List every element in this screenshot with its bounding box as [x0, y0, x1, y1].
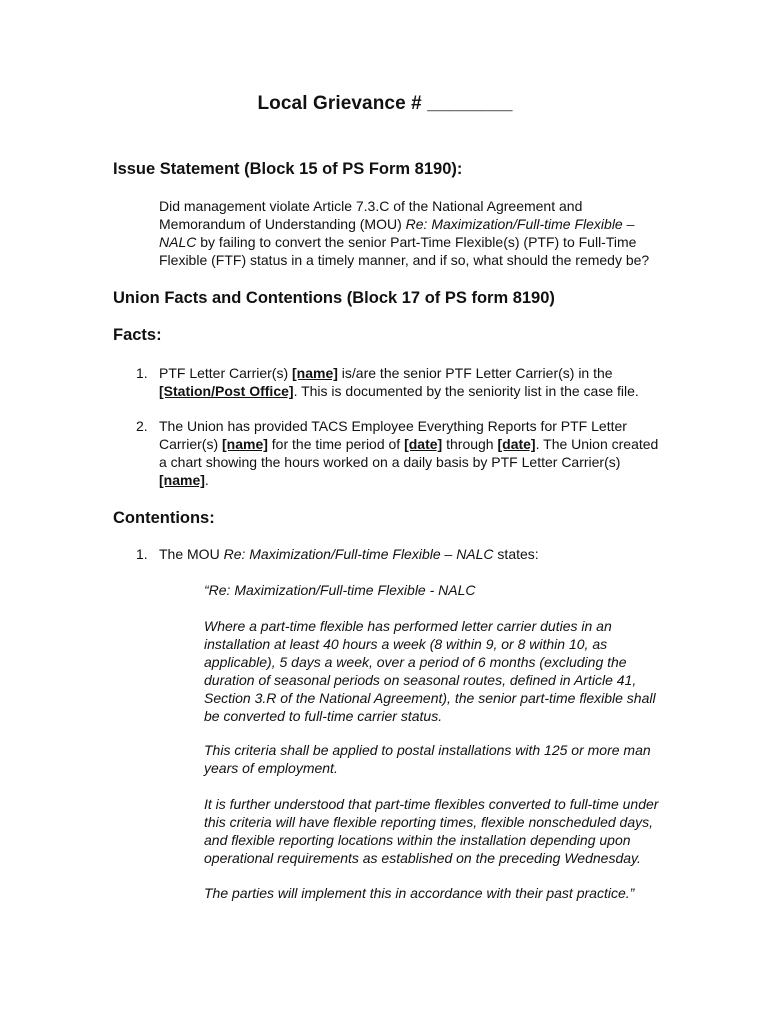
issue-statement-text	[159, 197, 649, 269]
contention-1-number: 1.	[136, 546, 148, 562]
quote-paragraph-3: It is further understood that part-time flexibles converted to full-time under this criteria will have flexible reporting times, flexible nonscheduled days, and flexible reporting locations within the installation depending upon operational requirements as established on the preceding Wednesday.	[204, 796, 659, 866]
placeholder-name: [name]	[292, 365, 338, 381]
placeholder-date: [date]	[497, 436, 536, 452]
fact-1-number: 1.	[136, 365, 148, 381]
issue-statement-heading: Issue Statement (Block 15 of PS Form 8190):	[113, 160, 463, 178]
issue-line: NALC by failing to convert the senior Part-Time Flexible(s) (PTF) to Full-Time	[159, 234, 637, 250]
page-title: Local Grievance # ________	[257, 93, 513, 114]
placeholder-name: [name]	[159, 472, 205, 488]
issue-line: Did management violate Article 7.3.C of the National Agreement and	[159, 198, 583, 214]
fact-1-text: PTF Letter Carrier(s) [name] is/are the senior PTF Letter Carrier(s) in the [Station/Post Office]. This is documented by the seniority list in the case file.	[159, 365, 639, 399]
issue-line: Memorandum of Understanding (MOU) Re: Maximization/Full-time Flexible –	[159, 216, 635, 232]
quote-paragraph-1: Where a part-time flexible has performed letter carrier duties in an installation at least 40 hours a week (8 within 9, or 8 within 10, as applicable), 5 days a week, over a period of 6 months (excluding the duration of seasonal periods on seasonal routes, defined in Article 41, Section 3.R of the National Agreement), the senior part-time flexible shall be converted to full-time carrier status.	[204, 618, 656, 724]
fact-2-text: The Union has provided TACS Employee Everything Reports for PTF Letter Carrier(s) [name] for the time period of [date] through [date]. The Union created a chart showing the hours worked on a daily basis by PTF Letter Carrier(s) [name].	[159, 418, 659, 488]
contention-1-text: The MOU Re: Maximization/Full-time Flexible – NALC states:	[159, 546, 539, 562]
union-facts-heading: Union Facts and Contentions (Block 17 of PS form 8190)	[113, 289, 555, 307]
issue-line: Flexible (FTF) status in a timely manner, and if so, what should the remedy be?	[159, 252, 650, 268]
quote-title: “Re: Maximization/Full-time Flexible - NALC	[204, 582, 476, 598]
fact-2-number: 2.	[136, 418, 148, 434]
contentions-heading: Contentions:	[113, 509, 215, 527]
placeholder-station: [Station/Post Office]	[159, 383, 294, 399]
placeholder-name: [name]	[222, 436, 268, 452]
facts-heading: Facts:	[113, 326, 162, 344]
quote-paragraph-4: The parties will implement this in accordance with their past practice.”	[204, 885, 635, 901]
placeholder-date: [date]	[404, 436, 443, 452]
quote-paragraph-2: This criteria shall be applied to postal installations with 125 or more man years of employment.	[204, 742, 651, 776]
